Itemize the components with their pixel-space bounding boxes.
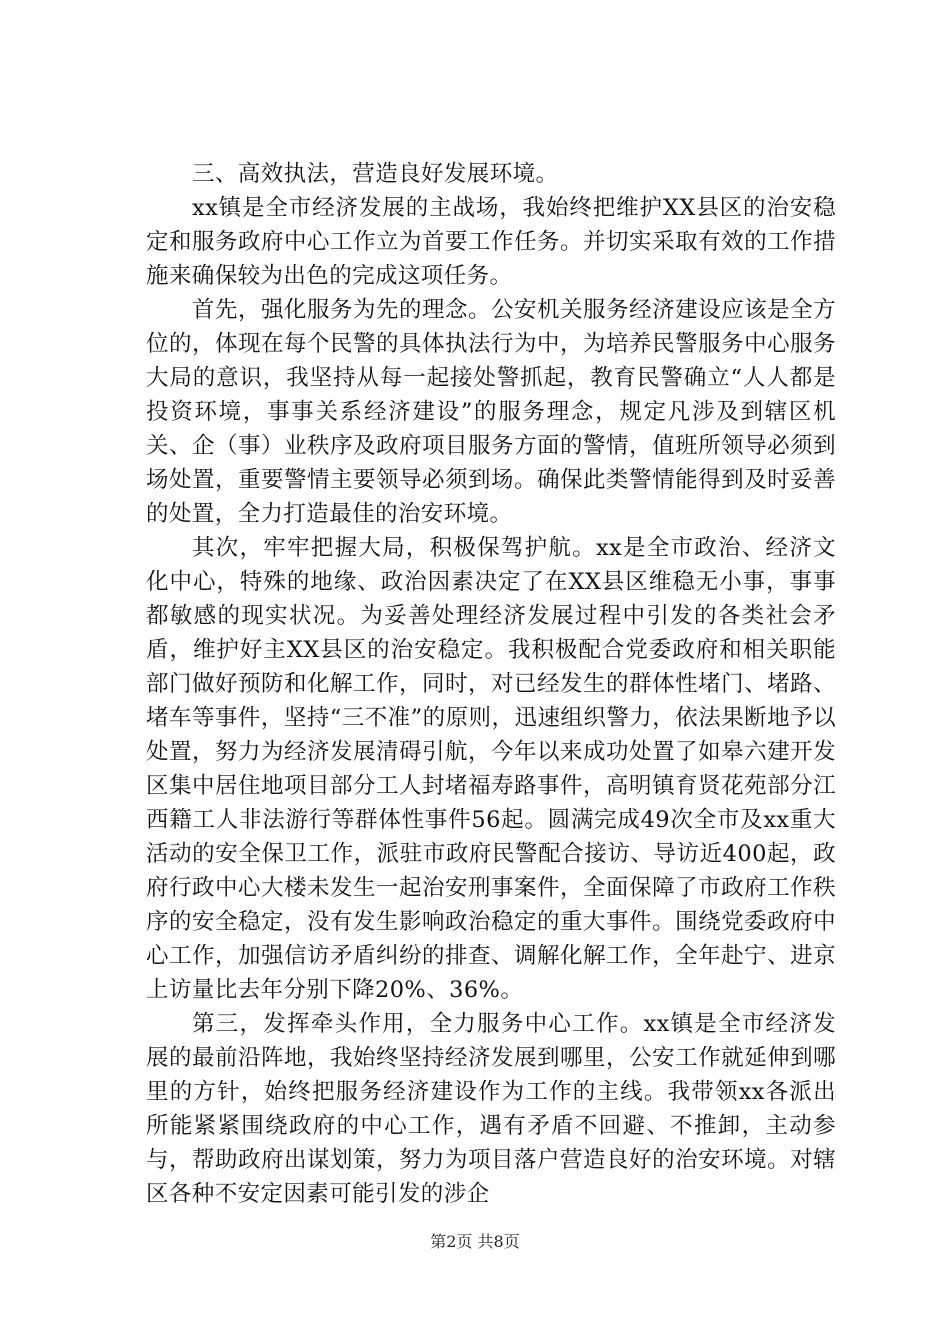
paragraph-intro: xx镇是全市经济发展的主战场，我始终把维护XX县区的治安稳定和服务政府中心工作立为首要工作任务。并切实采取有效的工作措施来确保较为出色的完成这项任务。 [146,195,836,289]
paragraph-second-point: 其次，牢牢把握大局，积极保驾护航。xx是全市政治、经济文化中心，特殊的地缘、政治因素决定了在XX县区维稳无小事，事事都敏感的现实状况。为妥善处理经济发展过程中引发的各类社会矛盾，维护好主XX县区的治安稳定。我积极配合党委政府和相关职能部门做好预防和化解工作，同时，对已经发生的群体性堵门、堵路、堵车等事件，坚持“三不准”的原则，迅速组织警力，依法果断地予以处置，努力为经济发展清碍引航，今年以来成功处置了如皋六建开发区集中居住地项目部分工人封堵福寿路事件，高明镇育贤花苑部分江西籍工人非法游行等群体性事件56起。圆满完成49次全市及xx重大活动的安全保卫工作，派驻市政府民警配合接访、导访近400起，政府行政中心大楼未发生一起治安刑事案件，全面保障了市政府工作秩序的安全稳定，没有发生影响政治稳定的重大事件。围绕党委政府中心工作，加强信访矛盾纠纷的排查、调解化解工作，全年赴宁、进京上访量比去年分别下降20%、36%。 [146,535,836,1003]
paragraph-first-point: 首先，强化服务为先的理念。公安机关服务经济建设应该是全方位的，体现在每个民警的具体执法行为中，为培养民警服务中心服务大局的意识，我坚持从每一起接处警抓起，教育民警确立“人人都是投资环境，事事关系经济建设”的服务理念，规定凡涉及到辖区机关、企（事）业秩序及政府项目服务方面的警情，值班所领导必须到场处置，重要警情主要领导必须到场。确保此类警情能得到及时妥善的处置，全力打造最佳的治安环境。 [146,297,836,527]
paragraph-section-heading: 三、高效执法，营造良好发展环境。 [192,161,559,187]
paragraph-third-point: 第三，发挥牵头作用，全力服务中心工作。xx镇是全市经济发展的最前沿阵地，我始终坚持经济发展到哪里，公安工作就延伸到哪里的方针，始终把服务经济建设作为工作的主线。我带领xx各派出所能紧紧围绕政府的中心工作，遇有矛盾不回避、不推卸，主动参与，帮助政府出谋划策，努力为项目落户营造良好的治安环境。对辖区各种不安定因素可能引发的涉企 [146,1011,836,1207]
document-body [146,157,836,1211]
page-footer: 第2页 共8页 [430,1232,520,1251]
